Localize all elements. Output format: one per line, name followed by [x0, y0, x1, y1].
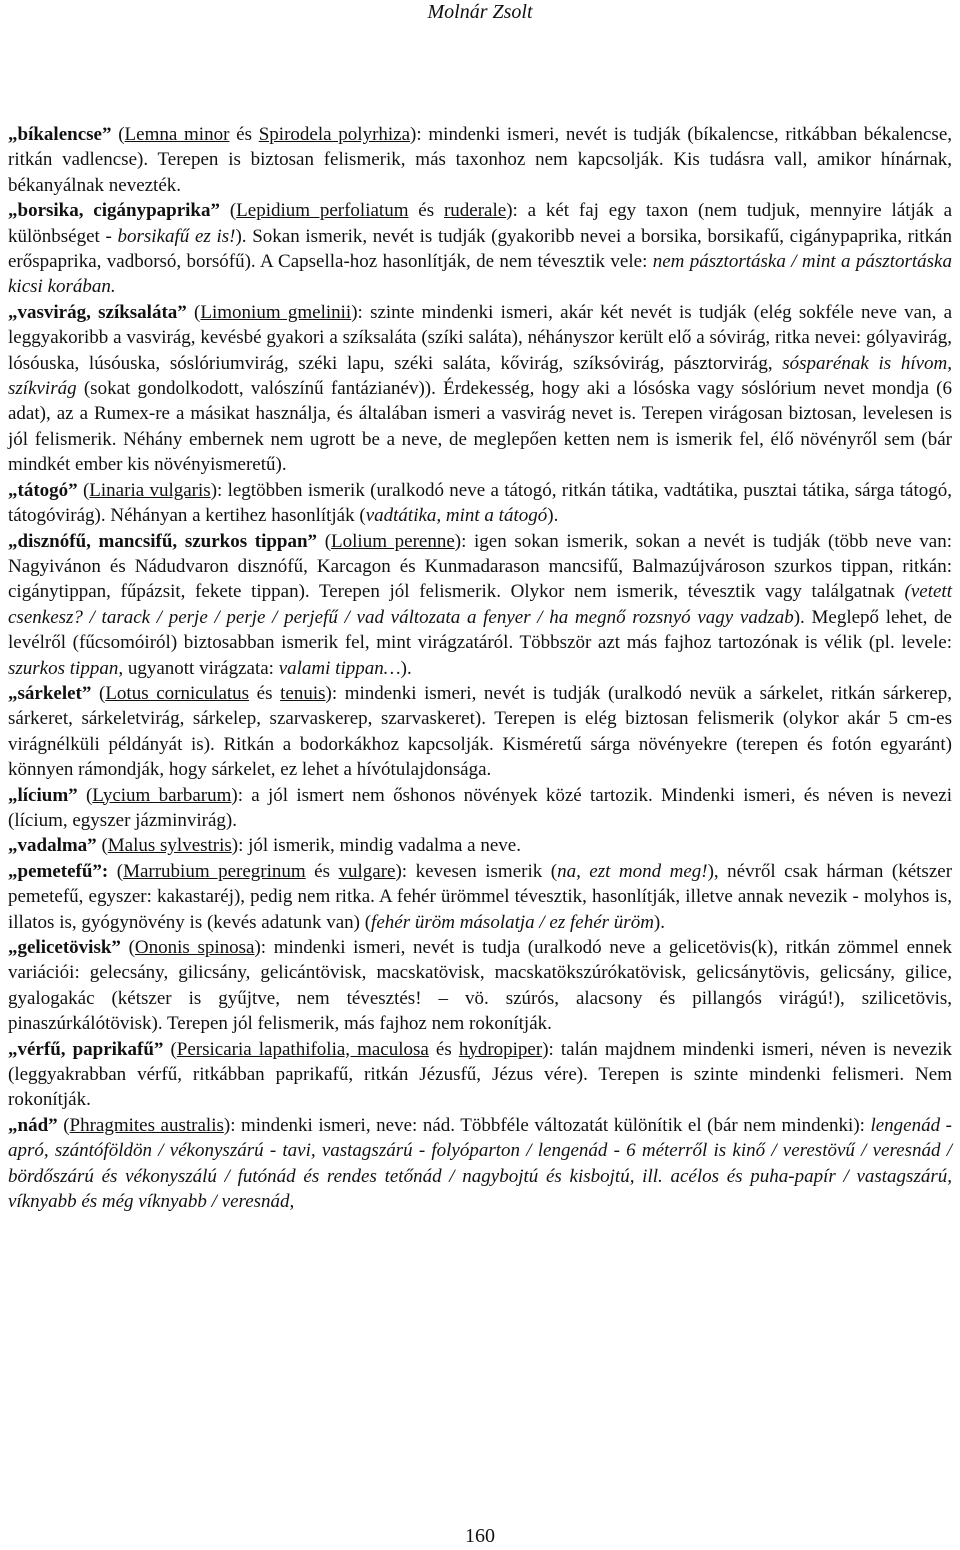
quoted-informant-text: vadtátika, mint a tátogó: [365, 505, 548, 527]
page-header-author: Molnár Zsolt: [427, 1, 533, 23]
text-run: ): mindenki ismeri, neve: nád. Többféle változatát különítik el (bár nem mindenki):: [223, 1114, 871, 1136]
species-common-name: „borsika, cigánypaprika”: [8, 200, 220, 222]
quoted-informant-text: borsikafű ez is!: [117, 225, 236, 247]
text-run: (: [96, 835, 108, 857]
species-scientific-name: Marrubium peregrinum: [123, 860, 306, 882]
species-scientific-name: Lolium perenne: [331, 530, 455, 552]
entry-vadalma: [8, 833, 952, 858]
species-common-name: „tátogó”: [8, 479, 78, 501]
text-run: ). Meglepő lehet, de levélről (fűcsomóiról) biztosabban ismerik fel, mint virágzatáról. Többször azt más fajhoz tartozónak is vélik (pl. levele:: [8, 606, 952, 654]
text-run: (: [91, 682, 106, 704]
entry-disznofu: [8, 529, 952, 681]
text-run: (: [163, 1038, 177, 1060]
quoted-informant-text: lengenád - apró, szántóföldön / vékonyszárú - tavi, vastagszárú - folyóparton / lengenád - 6 méterről is kinő / verestövű / veresnád / bördőszárú és vékonyszálú / futónád és rendes tetőnád / nagybojtú és kisbojtú, ill. acélos és puha-papír / vastagszárú, víknyabb és még víknyabb / veresnád,: [8, 1114, 952, 1213]
text-run: ).: [653, 911, 665, 933]
text-run: (: [220, 200, 237, 222]
text-run: ): a jól ismert nem őshonos növények közé tartozik. Mindenki ismeri, és néven is nevezi (lícium, egyszer jázminvirág).: [8, 784, 953, 831]
text-run: ): mindenki ismeri, nevét is tudják (bíkalencse, ritkábban békalencse, ritkán vadlencse). Terepen is biztosan felismerik, más taxonhoz nem kapcsolják. Kis tudásra vall, amikor hínárnak, békanyálnak nevezték.: [8, 124, 953, 196]
species-common-name: „nád”: [8, 1114, 58, 1136]
text-run: és: [305, 860, 339, 882]
species-common-name: „vadalma”: [8, 835, 97, 857]
text-run: ): legtöbben ismerik (uralkodó neve a tátogó, ritkán tátika, vadtátika, pusztai tátika, sárga tátogó, tátogóvirág). Néhányan a kertihez hasonlítják (: [8, 479, 953, 527]
entry-pemetefu: [8, 859, 952, 935]
text-run: ): szinte mindenki ismeri, akár két nevét is tudják (elég sokféle neve van, a leggyakoribb a vasvirág, kevésbé gyakori a szíksaláta (szíki saláta), néhányszor került elő a sóvirág, ritka nevei: gólyavirág, lósóuska, lúsóuska, sóslóriumvirág, széki lapu, széki saláta, kővirág, szíksóvirág, pásztorvirág,: [8, 301, 953, 374]
entry-gelicetovisk: [8, 935, 952, 1037]
species-scientific-name: Lemna minor: [124, 124, 230, 145]
text-run: (sokat gondolkodott, valószínű fantázianév)). Érdekesség, hogy aki a lósóska vagy sóslórium nevet mondja (6 adat), az a Rumex-re a másikat használja, és általában ismeri a vasvirág nevet is. Terepen virágosan biztosan, levelesen is jól felismerik. Néhány embernek nem ugrott be a neve, de meglepően ketten nem is ismerik fel, élő növényről sem (bár mindkét ember kis növényismeretű).: [8, 378, 952, 476]
text-run: és: [428, 1038, 459, 1060]
species-common-name: „lícium”: [8, 784, 78, 806]
species-common-name: „vasvirág, szíksaláta”: [8, 301, 187, 323]
text-run: (: [186, 301, 201, 323]
text-run: (: [77, 784, 93, 806]
text-run: ): mindenki ismeri, nevét is tudják (uralkodó nevük a sárkelet, ritkán sárkerep, sárkeret, sárkeletvirág, sárkelep, szarvaskerep, szarvaskeret). Terepen is elég biztosan felismerik (olykor akár 5 cm-es virágnélküli példányát is). Ritkán a bodorkákhoz kapcsolják. Kisméretű sárga növényekre (terepen és fotón egyaránt) könnyen rámondják, hogy sárkelet, ez lehet a hívótulajdonsága.: [8, 682, 953, 781]
text-run: és: [249, 682, 281, 704]
text-run: és: [408, 200, 444, 222]
text-run: ugyanott virágzata:: [123, 657, 279, 679]
text-run: (: [111, 124, 125, 145]
species-scientific-name: tenuis: [280, 682, 326, 704]
species-common-name: „bíkalencse”: [8, 124, 112, 145]
text-run: (: [120, 937, 135, 958]
species-scientific-name: hydropiper: [458, 1038, 543, 1060]
entry-sarkelet: [8, 681, 952, 783]
text-run: ).: [547, 505, 559, 527]
page-number: 160: [465, 1525, 495, 1547]
species-scientific-name: ruderale: [443, 200, 507, 222]
quoted-informant-text: sósparénak is hívom, szíkvirág: [8, 352, 953, 400]
species-common-name: „vérfű, paprikafű”: [8, 1038, 164, 1060]
species-scientific-name: Limonium gmelinii: [200, 301, 352, 323]
species-scientific-name: Ononis spinosa: [134, 937, 255, 958]
species-scientific-name: Lycium barbarum: [92, 784, 232, 806]
species-common-name: „sárkelet”: [8, 682, 92, 704]
species-scientific-name: Lotus corniculatus: [105, 682, 250, 704]
species-scientific-name: vulgare: [338, 860, 396, 882]
text-run: (: [77, 479, 90, 501]
quoted-informant-text: (vetett csenkesz? / tarack / perje / perje / perjefű / vad változata a fenyer / ha megnő rozsnyó vagy vadzab: [8, 581, 952, 628]
text-run: (: [317, 530, 332, 552]
entry-borsika: [8, 198, 952, 300]
entry-licium: [8, 783, 952, 834]
entry-verfu: [8, 1037, 952, 1113]
quoted-informant-text: valami tippan…: [278, 657, 401, 679]
text-run: ): igen sokan ismerik, sokan a nevét is tudják (több neve van: Nagyivánon és Nádudvaron disznófű, Karcagon és Kunmadarason mancsifű, Balmazújvároson szurkos tippan, ritkán: cigánytippan, fűpázsit, fekete tippan). Terepen jól felismerik. Olykor nem ismerik, tévesztik vagy találgatnak: [8, 530, 953, 603]
text-run: (: [108, 860, 124, 882]
text-run: ). Sokan ismerik, nevét is tudják (gyakoribb nevei a borsika, borsikafű, cigánypaprika, ritkán erőspaprika, vadborsó, borsófű). A Capsella-hoz hasonlítják, de nem tévesztik vele:: [8, 225, 953, 273]
document-body: [8, 122, 952, 1214]
species-scientific-name: Spirodela polyrhiza: [258, 124, 411, 145]
species-common-name: „pemetefű”:: [8, 860, 109, 882]
entry-vasvirag: [8, 300, 952, 478]
text-run: ).: [400, 657, 412, 679]
text-run: ): a két faj egy taxon (nem tudjuk, mennyire látják a különbséget -: [8, 200, 953, 247]
text-run: (: [57, 1114, 70, 1136]
quoted-informant-text: na, ezt mond meg!: [557, 860, 708, 882]
quoted-informant-text: szurkos tippan,: [8, 657, 124, 679]
entry-tatogo: [8, 478, 952, 529]
species-common-name: „disznófű, mancsifű, szurkos tippan”: [8, 530, 318, 552]
entry-nad: [8, 1113, 952, 1215]
text-run: ): jól ismerik, mindig vadalma a neve.: [231, 835, 521, 857]
quoted-informant-text: nem pásztortáska / mint a pásztortáska kicsi korában.: [8, 251, 952, 298]
species-scientific-name: Linaria vulgaris: [89, 479, 211, 501]
quoted-informant-text: fehér üröm másolatja / ez fehér üröm: [371, 911, 654, 933]
text-run: ): kevesen ismerik (: [395, 860, 558, 882]
text-run: ): talán majdnem mindenki ismeri, néven is nevezik (leggyakrabban vérfű, ritkábban paprikafű, ritkán Jézusfű, Jézus vére). Terepen is szinte mindenki felismeri. Nem rokonítják.: [8, 1038, 953, 1111]
species-scientific-name: Malus sylvestris: [107, 835, 232, 857]
species-common-name: „gelicetövisk”: [8, 937, 121, 958]
species-scientific-name: Lepidium perfoliatum: [236, 200, 409, 222]
species-scientific-name: Persicaria lapathifolia, maculosa: [176, 1038, 429, 1060]
text-run: ): mindenki ismeri, nevét is tudja (uralkodó neve a gelicetövis(k), ritkán zömmel ennek variációi: gelecsány, gilicsány, gelicántövisk, macskatövisk, macskatökszúrókatövisk, gelicsánytövis, gelicsány, gilice, gyalogakác (kétszer is gyűjtve, nem tévesztés! – vö. szúrós, alacsony és pillangós virágú!), szilicetövis, pinaszúrkálótövisk). Terepen jól felismerik, más fajhoz nem rokonítják.: [8, 937, 952, 1035]
text-run: és: [229, 124, 259, 145]
species-scientific-name: Phragmites australis: [69, 1114, 224, 1136]
entry-bikalencse: [8, 122, 952, 198]
text-run: ), névről csak hárman (kétszer pemetefű, egyszer: kakastaréj), pedig nem ritka. A fehér ürömmel tévesztik, hasonlítják, illetve annak nevezik - molyhos is, illatos is, gyógynövény is (kevés adatunk van) (: [8, 860, 953, 933]
